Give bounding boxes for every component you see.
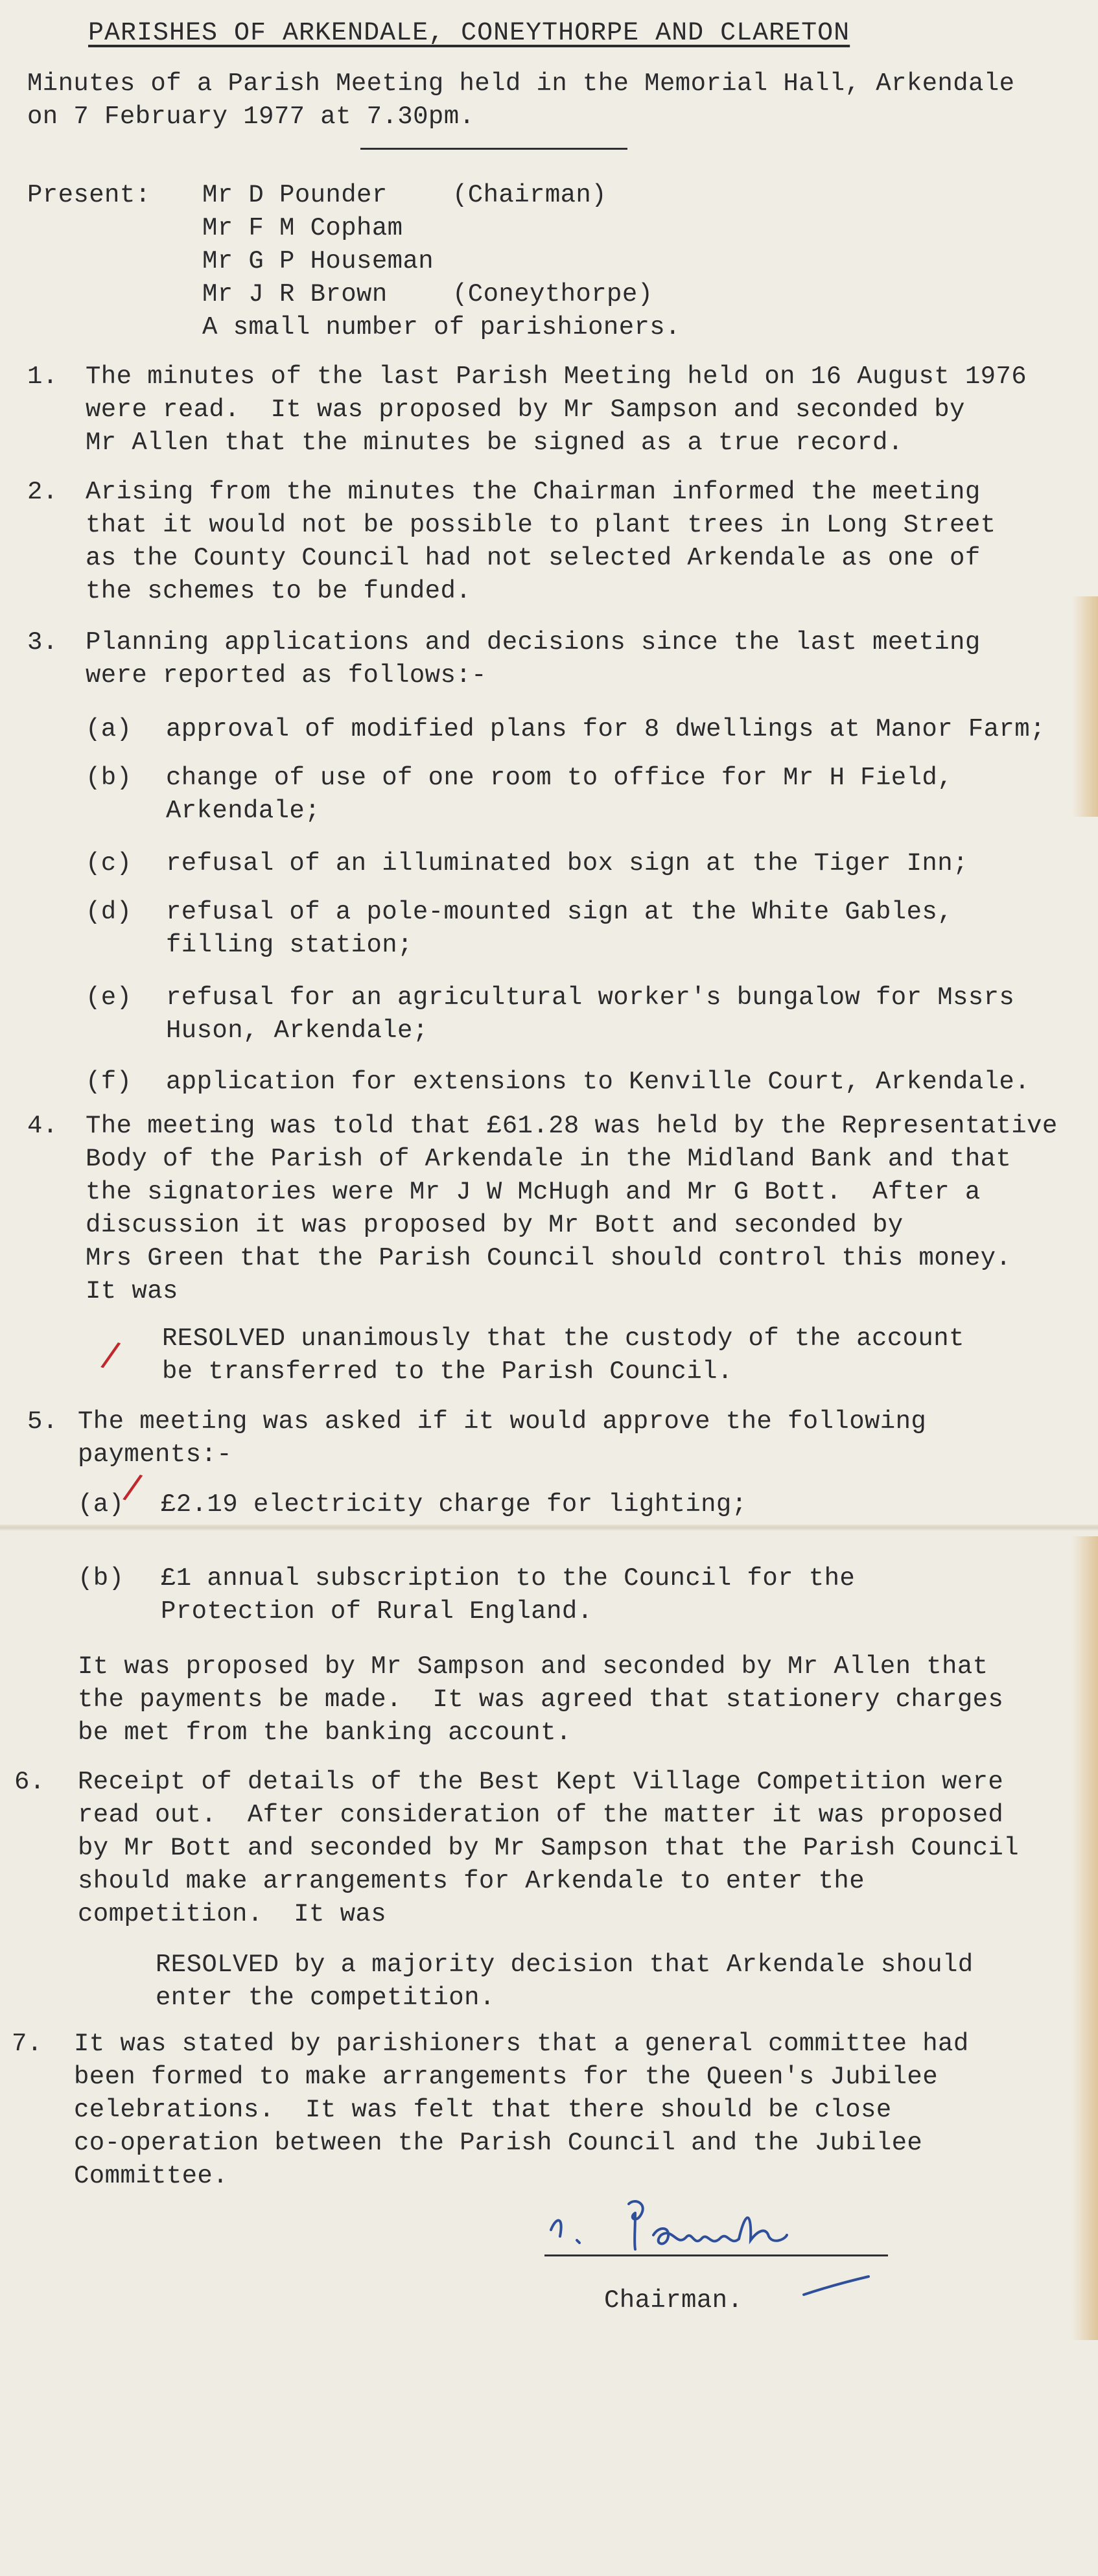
resolution-line: be transferred to the Parish Council. xyxy=(162,1357,733,1386)
subitem-line: refusal for an agricultural worker's bungalow for Mssrs xyxy=(166,983,1015,1012)
item-6-line: read out. After consideration of the matter it was proposed xyxy=(78,1801,1004,1829)
item-4-line: Mrs Green that the Parish Council should control this money. xyxy=(86,1244,1012,1272)
edge-stain xyxy=(1072,596,1098,817)
item-4-line: The meeting was told that £61.28 was held by the Representative xyxy=(86,1112,1058,1140)
item-6-line: by Mr Bott and seconded by Mr Sampson that the Parish Council xyxy=(78,1834,1020,1862)
item-number: 4. xyxy=(27,1112,58,1140)
item-5-closing-line: the payments be made. It was agreed that stationery charges xyxy=(78,1685,1004,1714)
signature-line xyxy=(544,2254,888,2256)
present-label: Present: xyxy=(27,181,151,209)
subitem-label: (b) xyxy=(86,764,132,792)
item-7-line: Committee. xyxy=(74,2162,229,2190)
subitem-line: filling station; xyxy=(166,931,413,959)
item-5-line: payments:- xyxy=(78,1440,233,1469)
subitem-line: refusal of a pole-mounted sign at the White Gables, xyxy=(166,898,953,926)
item-7-line: celebrations. It was felt that there should be close xyxy=(74,2096,892,2124)
item-4-line: the signatories were Mr J W McHugh and Mr G Bott. After a xyxy=(86,1178,981,1206)
item-7-line: co-operation between the Parish Council and the Jubilee xyxy=(74,2129,923,2157)
subitem-label: (d) xyxy=(86,898,132,926)
item-4-line: It was xyxy=(86,1277,178,1306)
item-number: 7. xyxy=(12,2030,43,2058)
attendee-name: Mr G P Houseman xyxy=(202,247,434,275)
item-5-closing-line: It was proposed by Mr Sampson and seconded by Mr Allen that xyxy=(78,1652,988,1681)
item-5-line: The meeting was asked if it would approve the following xyxy=(78,1407,927,1436)
subitem-label: (b) xyxy=(78,1564,124,1593)
item-2-line: as the County Council had not selected Arkendale as one of xyxy=(86,544,981,572)
item-6-line: competition. It was xyxy=(78,1900,387,1928)
item-7-line: It was stated by parishioners that a general committee had xyxy=(74,2030,969,2058)
item-5-closing-line: be met from the banking account. xyxy=(78,1718,572,1747)
attendee-name: Mr D Pounder xyxy=(202,181,388,209)
attendee-note: (Coneythorpe) xyxy=(452,280,653,309)
subitem-line: application for extensions to Kenville Court, Arkendale. xyxy=(166,1068,1031,1096)
attendee-name: Mr F M Copham xyxy=(202,214,403,242)
subitem-line: Arkendale; xyxy=(166,797,321,825)
resolution-line: RESOLVED unanimously that the custody of the account xyxy=(162,1324,964,1353)
item-1-line: Mr Allen that the minutes be signed as a true record. xyxy=(86,428,904,457)
item-1-line: The minutes of the last Parish Meeting held on 16 August 1976 xyxy=(86,362,1027,391)
subitem-label: (c) xyxy=(86,849,132,878)
red-tick-mark: / xyxy=(121,1465,145,1508)
subitem-line: £1 annual subscription to the Council for the xyxy=(161,1564,856,1593)
subitem-line: Protection of Rural England. xyxy=(161,1597,593,1626)
edge-stain xyxy=(1072,1536,1098,2340)
subitem-line: change of use of one room to office for Mr H Field, xyxy=(166,764,953,792)
item-number: 6. xyxy=(14,1768,45,1796)
item-4-line: Body of the Parish of Arkendale in the Midland Bank and that xyxy=(86,1145,1012,1173)
item-number: 5. xyxy=(27,1407,58,1436)
item-2-line: that it would not be possible to plant trees in Long Street xyxy=(86,511,996,539)
sheet-divider xyxy=(0,1525,1098,1531)
resolution-line: enter the competition. xyxy=(156,1984,495,2012)
attendee-name: A small number of parishioners. xyxy=(202,313,681,342)
item-number: 3. xyxy=(27,628,58,657)
item-3-line: Planning applications and decisions since the last meeting xyxy=(86,628,981,657)
item-2-line: Arising from the minutes the Chairman informed the meeting xyxy=(86,478,981,506)
item-3-line: were reported as follows:- xyxy=(86,661,487,690)
intro-line-1: Minutes of a Parish Meeting held in the Memorial Hall, Arkendale xyxy=(27,69,1015,98)
subitem-line: approval of modified plans for 8 dwellings at Manor Farm; xyxy=(166,715,1045,744)
subitem-label: (a) xyxy=(86,715,132,744)
item-6-line: Receipt of details of the Best Kept Village Competition were xyxy=(78,1768,1004,1796)
item-number: 1. xyxy=(27,362,58,391)
red-tick-mark: / xyxy=(99,1333,123,1376)
document-title: PARISHES OF ARKENDALE, CONEYTHORPE AND CLARETON xyxy=(88,19,850,48)
pen-stroke-mark xyxy=(801,2273,872,2299)
item-4-line: discussion it was proposed by Mr Bott and seconded by xyxy=(86,1211,904,1239)
attendee-name: Mr J R Brown xyxy=(202,280,388,309)
item-6-line: should make arrangements for Arkendale to enter the xyxy=(78,1867,865,1895)
chairman-signature xyxy=(538,2184,875,2262)
subitem-label: (e) xyxy=(86,983,132,1012)
attendee-note: (Chairman) xyxy=(452,181,607,209)
item-1-line: were read. It was proposed by Mr Sampson and seconded by xyxy=(86,395,965,424)
header-rule xyxy=(360,148,627,150)
subitem-label: (f) xyxy=(86,1068,132,1096)
item-number: 2. xyxy=(27,478,58,506)
intro-line-2: on 7 February 1977 at 7.30pm. xyxy=(27,102,475,131)
subitem-line: refusal of an illuminated box sign at the Tiger Inn; xyxy=(166,849,968,878)
subitem-line: £2.19 electricity charge for lighting; xyxy=(161,1490,747,1519)
item-7-line: been formed to make arrangements for the Queen's Jubilee xyxy=(74,2063,939,2091)
item-2-line: the schemes to be funded. xyxy=(86,577,472,605)
resolution-line: RESOLVED by a majority decision that Arkendale should xyxy=(156,1950,974,1979)
subitem-label: (a) xyxy=(78,1490,124,1519)
subitem-line: Huson, Arkendale; xyxy=(166,1016,428,1045)
signer-title: Chairman. xyxy=(604,2286,743,2315)
